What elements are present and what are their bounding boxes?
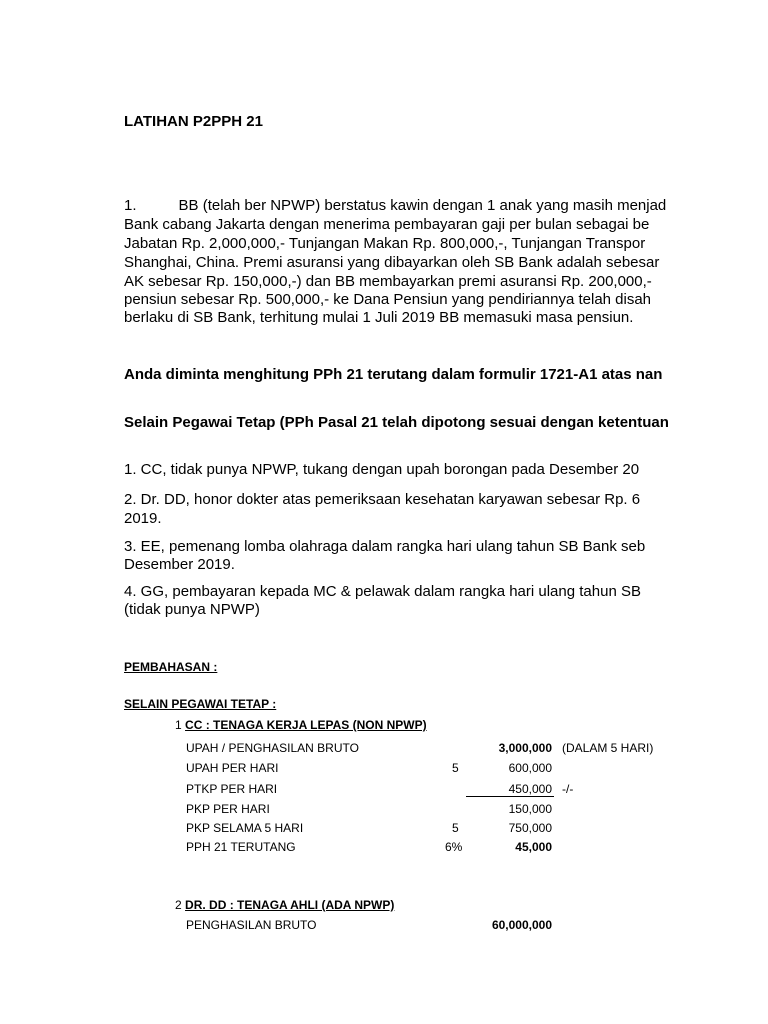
list-item-2-line-2: 2019. [124, 510, 162, 527]
row-value: 150,000 [508, 802, 552, 816]
paragraph-1-line-1 [124, 196, 666, 215]
pembahasan-heading: PEMBAHASAN : [124, 660, 218, 674]
row-value: 3,000,000 [498, 741, 552, 755]
section-1-number: 1 [175, 718, 182, 732]
selain-pegawai-heading: SELAIN PEGAWAI TETAP : [124, 697, 277, 711]
list-item-4-line-2: (tidak punya NPWP) [124, 601, 260, 618]
row-value: 750,000 [508, 821, 552, 835]
list-item-2-line-1: 2. Dr. DD, honor dokter atas pemeriksaan kesehatan karyawan sebesar Rp. 6 [124, 491, 641, 508]
paragraph-1-line-7: berlaku di SB Bank, terhitung mulai 1 Juli 2019 BB memasuki masa pensiun. [124, 309, 634, 326]
row-value: 450,000 [508, 782, 552, 796]
subheading-text: Selain Pegawai Tetap (PPh Pasal 21 telah dipotong sesuai dengan ketentuan [124, 414, 669, 431]
list-item-3-line-2: Desember 2019. [124, 556, 235, 573]
paragraph-1-line-4: Shanghai, China. Premi asuransi yang dibayarkan oleh SB Bank adalah sebesar [124, 254, 660, 271]
paragraph-1-text: BB (telah ber NPWP) berstatus kawin dengan 1 anak yang masih menjad [178, 197, 667, 214]
instruction-text: Anda diminta menghitung PPh 21 terutang dalam formulir 1721-A1 atas nan [124, 366, 663, 383]
row-label: PTKP PER HARI [186, 782, 278, 796]
paragraph-1-line-5: AK sebesar Rp. 150,000,-) dan BB membayarkan premi asuransi Rp. 200,000,- [124, 273, 652, 290]
row-rate: 6% [445, 840, 463, 854]
row-label: PENGHASILAN BRUTO [186, 918, 317, 932]
row-label: PKP SELAMA 5 HARI [186, 821, 304, 835]
list-item-4-line-1: 4. GG, pembayaran kepada MC & pelawak dalam rangka hari ulang tahun SB [124, 583, 641, 600]
row-multiplier: 5 [452, 761, 459, 775]
row-label: UPAH PER HARI [186, 761, 279, 775]
list-item-3-line-1: 3. EE, pemenang lomba olahraga dalam rangka hari ulang tahun SB Bank seb [124, 538, 646, 555]
row-note: (DALAM 5 HARI) [562, 741, 654, 755]
row-label: UPAH / PENGHASILAN BRUTO [186, 741, 359, 755]
paragraph-1-line-6: pensiun sebesar Rp. 500,000,- ke Dana Pensiun yang pendiriannya telah disah [124, 291, 652, 308]
paragraph-1-line-3: Jabatan Rp. 2,000,000,- Tunjangan Makan Rp. 800,000,-, Tunjangan Transpor [124, 235, 646, 252]
subtotal-rule [466, 796, 554, 797]
row-value: 600,000 [508, 761, 552, 775]
section-1-heading [175, 718, 427, 732]
section-1-title: CC : TENAGA KERJA LEPAS (NON NPWP) [185, 718, 427, 732]
section-2-number: 2 [175, 898, 182, 912]
row-value: 45,000 [515, 840, 552, 854]
section-2-title: DR. DD : TENAGA AHLI (ADA NPWP) [185, 898, 395, 912]
row-note: -/- [562, 782, 574, 796]
row-label: PKP PER HARI [186, 802, 270, 816]
list-item-1: 1. CC, tidak punya NPWP, tukang dengan upah borongan pada Desember 20 [124, 461, 640, 478]
section-2-heading [175, 898, 394, 912]
row-label: PPH 21 TERUTANG [186, 840, 296, 854]
document-title: LATIHAN P2PPH 21 [124, 113, 263, 130]
row-value: 60,000,000 [491, 918, 552, 932]
paragraph-1-line-2: Bank cabang Jakarta dengan menerima pembayaran gaji per bulan sebagai be [124, 216, 650, 233]
paragraph-1-number: 1. [124, 197, 137, 214]
row-multiplier: 5 [452, 821, 459, 835]
